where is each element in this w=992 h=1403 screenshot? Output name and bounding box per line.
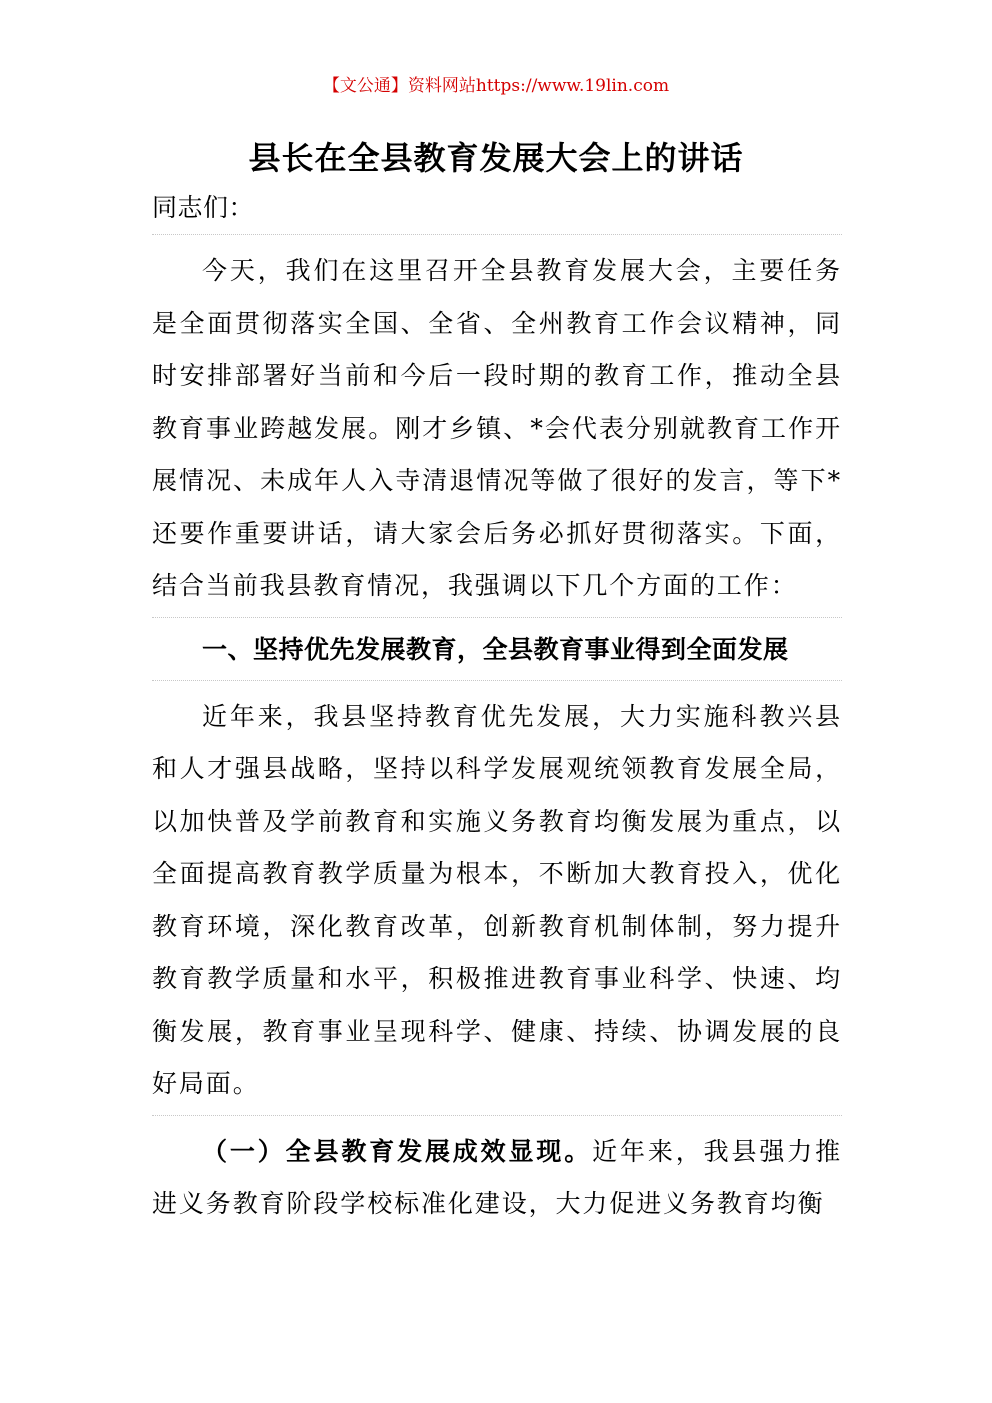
header-website-link[interactable]: 【文公通】资料网站https://www.19lin.com [322,76,670,96]
divider [152,1115,842,1116]
divider [152,680,842,681]
salutation: 同志们： [152,193,255,222]
subsection-text: 近年来，我县强力推进义务教育阶段学校标准化建设，大力促进义务教育均衡 [152,1136,842,1218]
document-title: 县长在全县教育发展大会上的讲话 [248,139,744,177]
document-body [152,182,842,1235]
divider [152,234,842,235]
subsection-lead: （一）全县教育发展成效显现。 [202,1136,593,1166]
section-heading-1: 一、坚持优先发展教育，全县教育事业得到全面发展 [202,634,789,664]
paragraph-intro: 今天，我们在这里召开全县教育发展大会，主要任务是全面贯彻落实全国、全省、全州教育工作会议精神，同时安排部署好当前和今后一段时期的教育工作，推动全县教育事业跨越发展。刚才乡镇、*会代表分别就教育工作开展情况、未成年人入寺清退情况等做了很好的发言，等下*还要作重要讲话，请大家会后务必抓好贯彻落实。下面，结合当前我县教育情况，我强调以下几个方面的工作： [152,256,842,600]
paragraph-section-1: 近年来，我县坚持教育优先发展，大力实施科教兴县和人才强县战略，坚持以科学发展观统领教育发展全局，以加快普及学前教育和实施义务教育均衡发展为重点，以全面提高教育教学质量为根本，不断加大教育投入，优化教育环境，深化教育改革，创新教育机制体制，努力提升教育教学质量和水平，积极推进教育事业科学、快速、均衡发展，教育事业呈现科学、健康、持续、协调发展的良好局面。 [152,701,842,1098]
divider [152,617,842,618]
paragraph-subsection-1 [152,1126,842,1235]
